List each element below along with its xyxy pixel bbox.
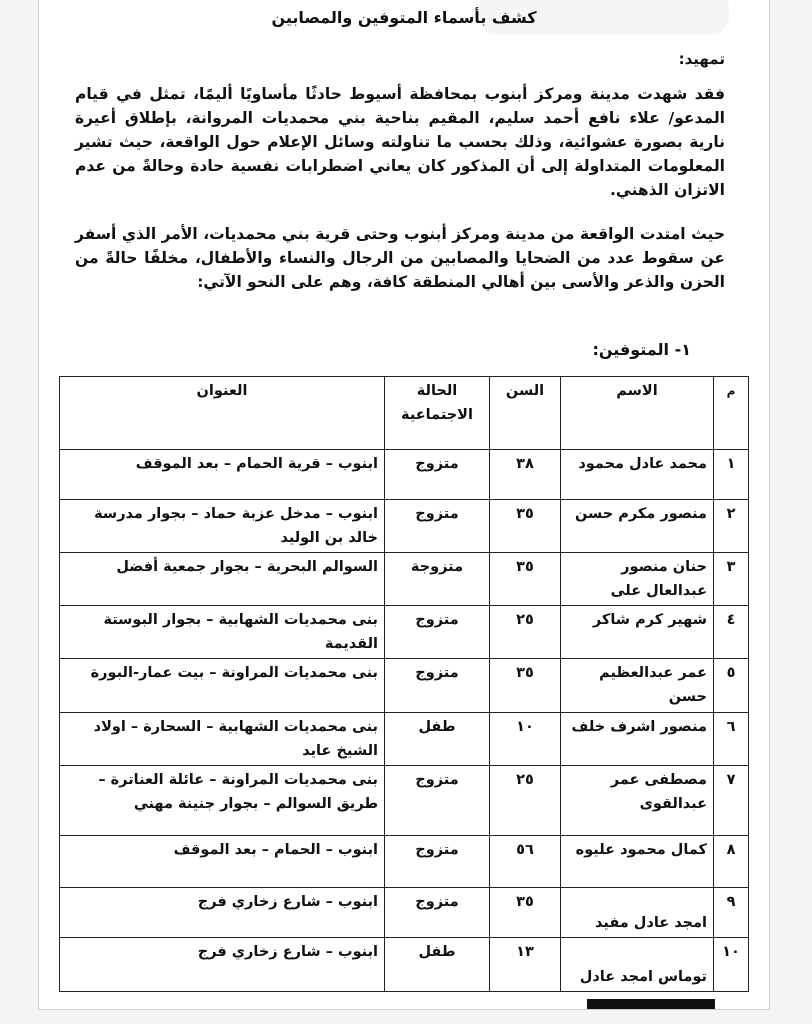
row-status: متزوج [385, 659, 490, 713]
deceased-table [59, 376, 749, 992]
row-status: متزوج [385, 450, 490, 500]
row-num: ٥ [714, 659, 749, 713]
row-age: ٣٥ [490, 659, 561, 713]
row-status: متزوج [385, 500, 490, 553]
row-name: حنان منصور عبدالعال على [561, 553, 714, 606]
row-age: ٣٥ [490, 553, 561, 606]
row-name: عمر عبدالعظيم حسن [561, 659, 714, 713]
row-num: ٦ [714, 713, 749, 766]
row-address: بنى محمديات الشهابية – بجوار البوستة القديمة [60, 606, 385, 659]
row-age: ١٠ [490, 713, 561, 766]
black-bar [587, 999, 715, 1009]
header-age: السن [490, 377, 561, 450]
row-status: متزوج [385, 836, 490, 888]
row-age: ٣٥ [490, 500, 561, 553]
row-num: ٩ [714, 888, 749, 938]
header-name: الاسم [561, 377, 714, 450]
table-row [60, 836, 749, 888]
header-address: العنوان [60, 377, 385, 450]
row-status: متزوجة [385, 553, 490, 606]
row-address: بنى محمديات المراونة – بيت عمار-البورة [60, 659, 385, 713]
row-address: ابنوب – شارع زخاري فرج [60, 938, 385, 992]
row-address: بنى محمديات الشهابية – السحارة – اولاد الشيخ عايد [60, 713, 385, 766]
row-address: السوالم البحرية – بجوار جمعية أفضل [60, 553, 385, 606]
row-num: ٨ [714, 836, 749, 888]
row-age: ٣٥ [490, 888, 561, 938]
row-name: شهير كرم شاكر [561, 606, 714, 659]
row-name: مصطفى عمر عبدالقوى [561, 766, 714, 836]
row-status: طفل [385, 938, 490, 992]
row-age: ٣٨ [490, 450, 561, 500]
row-name: امجد عادل مفيد [561, 888, 714, 938]
table-row [60, 553, 749, 606]
row-address: ابنوب – الحمام – بعد الموقف [60, 836, 385, 888]
header-status: الحالة الاجتماعية [385, 377, 490, 450]
row-num: ١٠ [714, 938, 749, 992]
row-status: متزوج [385, 888, 490, 938]
row-address: ابنوب – قرية الحمام – بعد الموقف [60, 450, 385, 500]
table-row [60, 938, 749, 992]
table-row [60, 713, 749, 766]
row-num: ٣ [714, 553, 749, 606]
row-name: كمال محمود عليوه [561, 836, 714, 888]
row-age: ٥٦ [490, 836, 561, 888]
intro-paragraph-1: فقد شهدت مدينة ومركز أبنوب بمحافظة أسيوط حادثًا مأساويًا أليمًا، تمثل في قيام المدعو/ علاء نافع أحمد سليم، المقيم بناحية بني محمديات المروانة، بإطلاق أعيرة نارية بصورة عشوائية، وذلك بحسب ما تناولته وسائل الإعلام حول الواقعة، حيث تشير المعلومات المتداولة إلى أن المذكور كان يعاني اضطرابات نفسية حادة وحالةً من عدم الاتزان الذهني. [75, 85, 725, 199]
row-age: ٢٥ [490, 606, 561, 659]
row-name: توماس امجد عادل [561, 938, 714, 992]
row-name: منصور اشرف خلف [561, 713, 714, 766]
document-title: كشف بأسماء المتوفين والمصابين [271, 8, 537, 27]
intro-label: تمهيد: [678, 50, 725, 68]
row-num: ٤ [714, 606, 749, 659]
table-row [60, 450, 749, 500]
row-status: متزوج [385, 766, 490, 836]
table-row [60, 766, 749, 836]
document-page [38, 0, 770, 1010]
row-name: محمد عادل محمود [561, 450, 714, 500]
row-age: ٢٥ [490, 766, 561, 836]
row-address: ابنوب – شارع زخاري فرج [60, 888, 385, 938]
header-num: م [714, 377, 749, 450]
intro-paragraph-2: حيث امتدت الواقعة من مدينة ومركز أبنوب وحتى قرية بني محمديات، الأمر الذي أسفر عن سقوط عدد من الضحايا والمصابين من الرجال والنساء والأطفال، مخلفًا حالةً من الحزن والذعر والأسى بين أهالي المنطقة كافة، وهم على النحو الآتي: [75, 225, 725, 291]
row-num: ١ [714, 450, 749, 500]
row-age: ١٣ [490, 938, 561, 992]
table-header-row [60, 377, 749, 450]
row-num: ٧ [714, 766, 749, 836]
row-address: بنى محمديات المراونة – عائلة العناترة – طريق السوالم – بجوار جنينة مهني [60, 766, 385, 836]
row-num: ٢ [714, 500, 749, 553]
table-row [60, 500, 749, 553]
table-row [60, 606, 749, 659]
row-name: منصور مكرم حسن [561, 500, 714, 553]
table-row [60, 888, 749, 938]
section-deceased-heading: ١- المتوفين: [592, 340, 691, 359]
row-status: طفل [385, 713, 490, 766]
table-row [60, 659, 749, 713]
row-status: متزوج [385, 606, 490, 659]
row-address: ابنوب – مدخل عزبة حماد – بجوار مدرسة خالد بن الوليد [60, 500, 385, 553]
